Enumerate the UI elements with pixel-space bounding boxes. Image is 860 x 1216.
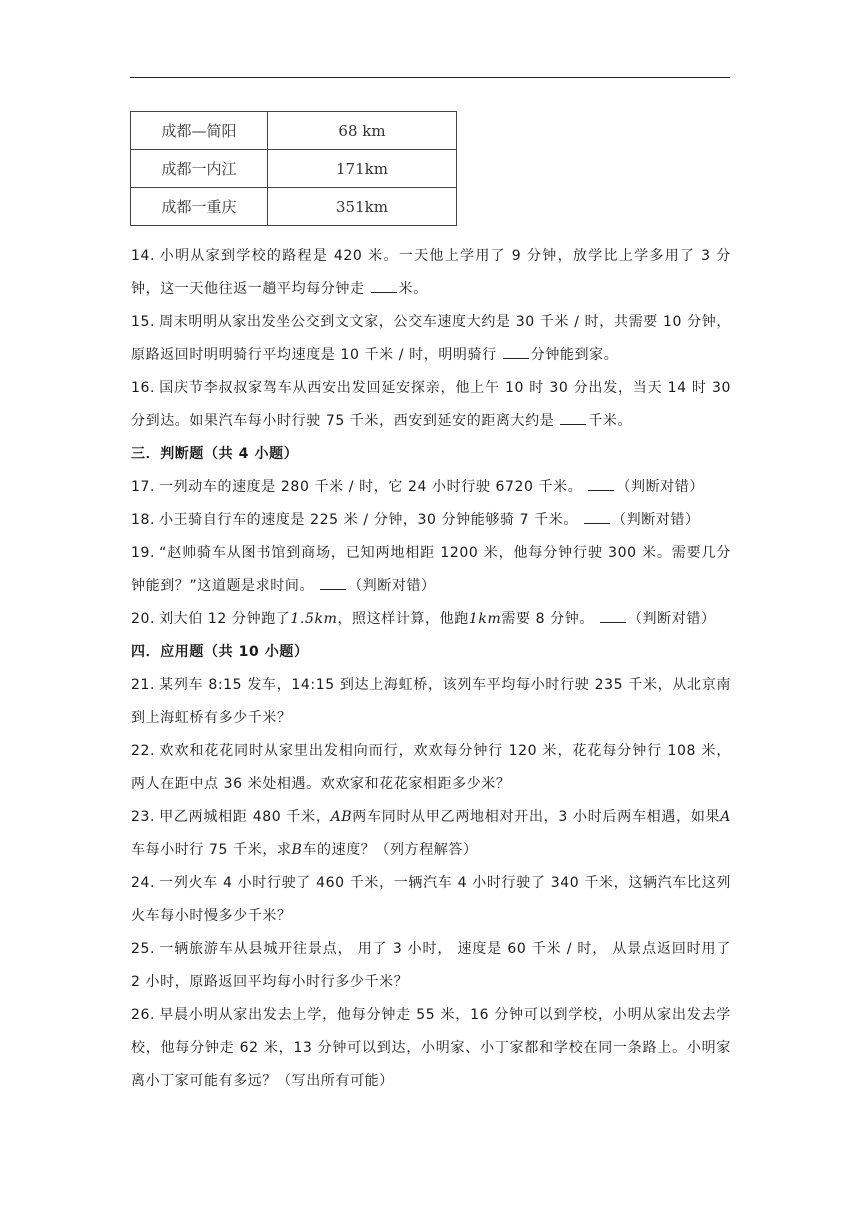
section-title-apply: 四．应用题（共 10 小题） (131, 644, 309, 660)
question-21 (131, 669, 731, 735)
table-row (131, 112, 457, 150)
question-text: 刘大伯 12 分钟跑了 (159, 611, 291, 627)
question-suffix: （判断对错） (627, 611, 716, 627)
question-23 (131, 801, 731, 867)
question-number: 18. (131, 512, 156, 528)
question-16 (131, 372, 731, 438)
question-number: 19. (131, 545, 156, 561)
question-text: 小明从家到学校的路程是 420 米。一天他上学用了 9 分钟，放学比上学多用了 3 分钟，这一天他往返一趟平均每分钟走 (131, 248, 731, 297)
question-text: 车的速度？（列方程解答） (302, 842, 478, 858)
distance-cell: 351km (268, 188, 457, 226)
answer-blank[interactable] (588, 476, 614, 491)
math-value: 1.5 (290, 611, 315, 627)
answer-blank[interactable] (371, 278, 397, 293)
question-text: 千米。 (588, 413, 633, 429)
question-number: 14. (131, 248, 156, 264)
section-title-judge: 三．判断题（共 4 小题） (131, 446, 299, 462)
question-text: 某列车 8:15 发车，14:15 到达上海虹桥，该列车平均每小时行驶 235 千米，从北京南到上海虹桥有多少千米？ (131, 677, 731, 726)
question-list (131, 240, 731, 1098)
question-text: ，照这样计算，他跑 (337, 611, 469, 627)
question-22 (131, 735, 731, 801)
math-unit: km (478, 611, 502, 627)
math-variable: A (720, 809, 731, 825)
question-14 (131, 240, 731, 306)
question-number: 17. (131, 479, 156, 495)
math-variable: AB (330, 809, 353, 825)
answer-blank[interactable] (600, 608, 626, 623)
question-text: 一列动车的速度是 280 千米 / 时，它 24 小时行驶 6720 千米。 (159, 479, 583, 495)
question-text: 米。 (398, 281, 428, 297)
question-24 (131, 867, 731, 933)
question-number: 23. (131, 809, 156, 825)
question-19 (131, 537, 731, 603)
distance-table (130, 111, 457, 226)
question-suffix: （判断对错） (612, 512, 700, 528)
route-cell: 成都一内江 (131, 150, 268, 188)
question-number: 21. (131, 677, 156, 693)
question-text: 小王骑自行车的速度是 225 米 / 分钟，30 分钟能够骑 7 千米。 (159, 512, 578, 528)
question-text: 一列火车 4 小时行驶了 460 千米，一辆汽车 4 小时行驶了 340 千米，这辆汽车比这列火车每小时慢多少千米？ (131, 875, 731, 924)
question-number: 20. (131, 611, 156, 627)
question-26 (131, 999, 731, 1098)
question-text: 甲乙两城相距 480 千米， (159, 809, 331, 825)
math-value: 1 (468, 611, 479, 627)
question-20 (131, 603, 731, 636)
question-text: 车每小时行 75 千米，求 (131, 842, 292, 858)
question-number: 22. (131, 743, 156, 759)
route-cell: 成都一重庆 (131, 188, 268, 226)
question-text: 一辆旅游车从县城开往景点， 用了 3 小时， 速度是 60 千米 / 时， 从景点返回时用了 2 小时，原路返回平均每小时行多少千米？ (131, 941, 731, 990)
answer-blank[interactable] (584, 509, 610, 524)
question-text: 两车同时从甲乙两地相对开出，3 小时后两车相遇，如果 (352, 809, 721, 825)
route-cell: 成都—简阳 (131, 112, 268, 150)
question-text: “赵帅骑车从图书馆到商场，已知两地相距 1200 米，他每分钟行驶 300 米。需要几分钟能到？”这道题是求时间。 (131, 545, 731, 594)
question-suffix: （判断对错） (348, 578, 436, 594)
math-unit: km (314, 611, 338, 627)
table-row (131, 150, 457, 188)
header-rule (130, 77, 730, 78)
math-variable: B (291, 842, 303, 858)
question-15 (131, 306, 731, 372)
question-text: 需要 8 分钟。 (501, 611, 594, 627)
distance-cell: 68 km (268, 112, 457, 150)
question-number: 24. (131, 875, 156, 891)
question-number: 16. (131, 380, 156, 396)
question-25 (131, 933, 731, 999)
question-text: 早晨小明从家出发去上学，他每分钟走 55 米，16 分钟可以到学校，小明从家出发去学校，他每分钟走 62 米，13 分钟可以到达，小明家、小丁家都和学校在同一条路上。小明家离小丁家可能有多远？（写出所有可能） (131, 1007, 731, 1089)
question-number: 15. (131, 314, 156, 330)
question-text: 周末明明从家出发坐公交到文文家，公交车速度大约是 30 千米 / 时，共需要 10 分钟，原路返回时明明骑行平均速度是 10 千米 / 时，明明骑行 (131, 314, 731, 363)
answer-blank[interactable] (560, 410, 586, 425)
question-suffix: （判断对错） (616, 479, 704, 495)
question-text: 国庆节李叔叔家驾车从西安出发回延安探亲，他上午 10 时 30 分出发，当天 14 时 30 分到达。如果汽车每小时行驶 75 千米，西安到延安的距离大约是 (131, 380, 731, 429)
question-number: 26. (131, 1007, 156, 1023)
answer-blank[interactable] (503, 344, 529, 359)
question-17 (131, 471, 731, 504)
distance-cell: 171km (268, 150, 457, 188)
table-row (131, 188, 457, 226)
answer-blank[interactable] (320, 575, 346, 590)
question-text: 分钟能到家。 (530, 347, 619, 363)
question-text: 欢欢和花花同时从家里出发相向而行，欢欢每分钟行 120 米，花花每分钟行 108 米，两人在距中点 36 米处相遇。欢欢家和花花家相距多少米？ (131, 743, 731, 792)
question-18 (131, 504, 731, 537)
question-number: 25. (131, 941, 156, 957)
